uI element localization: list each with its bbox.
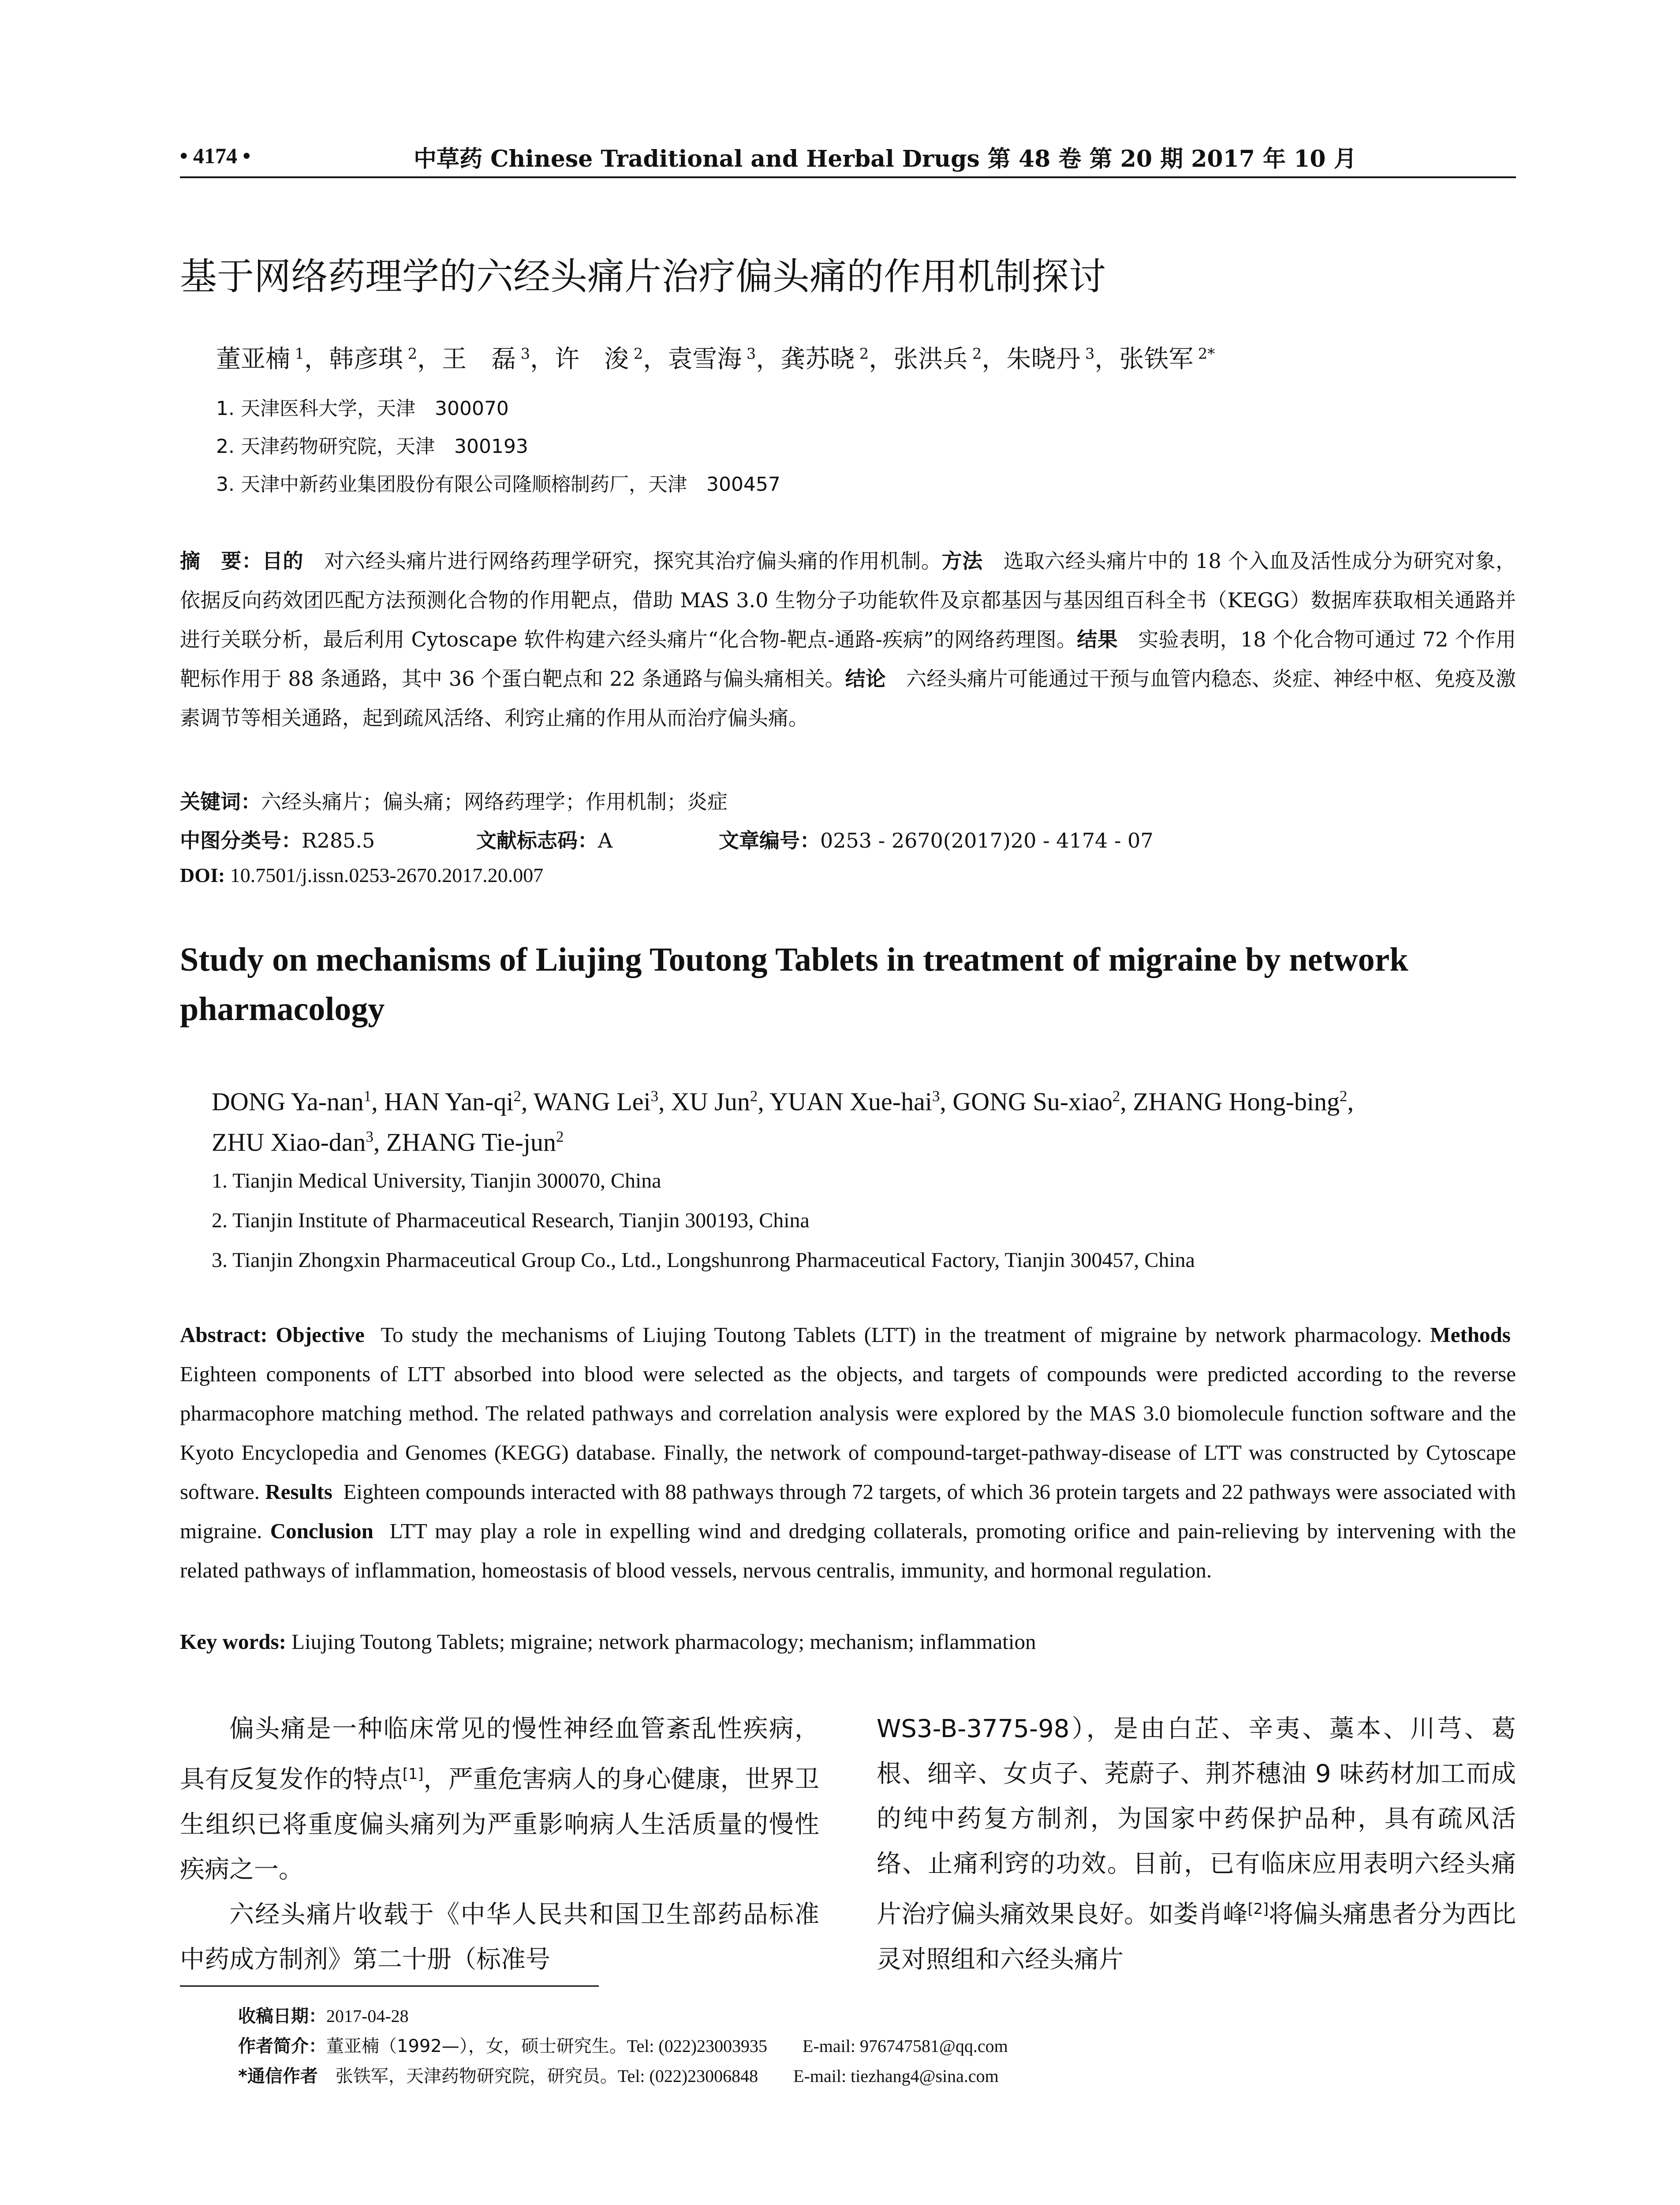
abstract-cn [180, 542, 1516, 738]
body-p3-text-b: 将偏头痛患者分为西比灵对照组和六经头痛片 [877, 1900, 1516, 1974]
author-cn-affiliation-mark: 2 [629, 345, 643, 363]
citation-1: [1] [402, 1765, 424, 1783]
body-paragraph-3 [877, 1707, 1516, 1982]
author-en-name: ZHANG Hong-bing [1133, 1087, 1340, 1116]
author-en-name: ZHU Xiao-dan [212, 1128, 366, 1157]
results-en: Eighteen compounds interacted with 88 pathways through 72 targets, of which 36 protein targets and 22 pathways were associated with migraine. [180, 1480, 1516, 1543]
author-cn-name: 韩彦琪 [329, 345, 403, 374]
author-cn-affiliation-mark: 2 [855, 345, 869, 363]
author-cn-affiliation-mark: 3 [1080, 345, 1095, 363]
affiliation-en-1: 1. Tianjin Medical University, Tianjin 300070, China [212, 1169, 661, 1192]
authors-en-line-2: ZHU Xiao-dan$^3$, ZHANG Tie-jun$^2$ [212, 1128, 564, 1157]
author-en-affiliation-mark: 2 [513, 1088, 521, 1105]
corresponding-contact: Tel: (022)23006848 E-mail: tiezhang4@sina.com [617, 2066, 999, 2086]
author-cn-affiliation-mark: 2 [967, 345, 982, 363]
body-p1-text-b: ，严重危害病人的身心健康，世界卫生组织已将重度偏头痛列为严重影响病人生活质量的慢性疾病之一。 [180, 1765, 820, 1884]
clc-label: 中图分类号： [180, 829, 302, 852]
conclusion-cn-label: 结论 [845, 667, 886, 691]
received-label: 收稿日期： [238, 2006, 326, 2026]
keywords-en-text: Liujing Toutong Tablets; migraine; network pharmacology; mechanism; inflammation [291, 1629, 1036, 1654]
author-bio-label: 作者简介： [238, 2036, 326, 2056]
author-cn-name: 许 浚 [555, 345, 629, 374]
affiliation-cn-1: 1. 天津医科大学，天津 300070 [216, 397, 509, 420]
author-cn-name: 张铁军 [1119, 345, 1194, 374]
body-p1-text-a: 偏头痛是一种临床常见的慢性神经血管紊乱性疾病，具有反复发作的特点 [180, 1715, 819, 1794]
affiliation-cn-2: 2. 天津药物研究院，天津 300193 [216, 435, 528, 458]
authors-cn: 董亚楠 $^1$，韩彦琪 $^2$，王 磊 $^3$，许 浚 $^2$，袁雪海 $^3$，龚苏晓 $^2$，张洪兵 $^2$，朱晓丹 $^3$，张铁军 $^{2*}$ [216, 345, 1215, 374]
objective-cn: 对六经头痛片进行网络药理学研究，探究其治疗偏头痛的作用机制。 [324, 549, 942, 573]
body-paragraph-1 [180, 1707, 819, 1892]
author-cn-affiliation-mark: 1 [290, 345, 305, 363]
body-p3-text-a: WS3-B-3775-98），是由白芷、辛夷、藁本、川芎、葛根、细辛、女贞子、茺蔚子、荆芥穗油 9 味药材加工而成的纯中药复方制剂，为国家中药保护品种，具有疏风活络、止痛利窍的功效。目前，已有临床应用表明六经头痛片治疗偏头痛效果良好。如娄肖峰 [877, 1715, 1516, 1929]
keywords-cn-label: 关键词： [180, 790, 261, 814]
objective-en-label: Objective [276, 1323, 365, 1347]
affiliation-cn-3: 3. 天津中新药业集团股份有限公司隆顺榕制药厂，天津 300457 [216, 473, 780, 496]
author-bio: 董亚楠（1992—），女，硕士研究生。 [326, 2036, 627, 2056]
article-number [719, 825, 1154, 854]
author-en-affiliation-mark: 2 [750, 1088, 758, 1105]
author-en-affiliation-mark: 2 [1112, 1088, 1120, 1105]
author-cn-name: 王 磊 [442, 345, 516, 374]
doc-label: 文献标志码： [476, 829, 598, 852]
keywords-cn [180, 786, 728, 815]
methods-en: Eighteen components of LTT absorbed into blood were selected as the objects, and targets of compounds were predicted according to the reverse pharmacophore matching method. The related pathways and correlation analysis were explored by the MAS 3.0 biomolecule function software and the Kyoto Encyclopedia and Genomes (KEGG) database. Finally, the network of compound-target-pathway-disease of LTT was constructed by Cytoscape software. [180, 1362, 1516, 1504]
citation-2: [2] [1247, 1900, 1269, 1917]
methods-cn-label: 方法 [941, 549, 983, 573]
doi-value: 10.7501/j.issn.0253-2670.2017.20.007 [230, 864, 544, 886]
footnote-received [238, 2002, 409, 2027]
results-cn-label: 结果 [1077, 628, 1118, 651]
page-number: • 4174 • [180, 143, 251, 168]
classification-line [180, 825, 375, 854]
author-en-affiliation-mark: 2 [1340, 1088, 1348, 1105]
conclusion-cn: 六经头痛片可能通过干预与血管内稳态、炎症、神经中枢、免疫及激素调节等相关通路，起到疏风活络、利窍止痛的作用从而治疗偏头痛。 [180, 667, 1516, 730]
abstract-en [180, 1315, 1516, 1590]
objective-en: To study the mechanisms of Liujing Toutong Tablets (LTT) in the treatment of migraine by network pharmacology. [381, 1323, 1422, 1347]
abstract-en-label: Abstract: [180, 1323, 268, 1347]
title-en: Study on mechanisms of Liujing Toutong Tablets in treatment of migraine by network pharmacology [180, 941, 1408, 1028]
methods-cn: 选取六经头痛片中的 18 个入血及活性成分为研究对象，依据反向药效团匹配方法预测化合物的作用靶点，借助 MAS 3.0 生物分子功能软件及京都基因与基因组百科全书（KEGG）数据库获取相关通路并进行关联分析，最后利用 Cytoscape 软件构建六经头痛片“化合物-靶点-通路-疾病”的网络药理图。 [180, 549, 1516, 651]
author-en-name: GONG Su-xiao [952, 1087, 1113, 1116]
author-en-affiliation-mark: 3 [366, 1128, 373, 1145]
author-en-name: XU Jun [671, 1087, 750, 1116]
keywords-en-label: Key words: [180, 1629, 286, 1654]
affiliation-en-2: 2. Tianjin Institute of Pharmaceutical Research, Tianjin 300193, China [212, 1209, 810, 1232]
running-header [180, 140, 1516, 176]
author-en-name: YUAN Xue-hai [769, 1087, 932, 1116]
doc-code [476, 825, 612, 854]
keywords-en [180, 1629, 1036, 1654]
author-en-name: WANG Lei [533, 1087, 651, 1116]
header-rule [180, 176, 1516, 178]
doi-line [180, 863, 543, 887]
body-paragraph-2 [180, 1892, 819, 1982]
received-date: 2017-04-28 [326, 2006, 409, 2026]
keywords-cn-text: 六经头痛片；偏头痛；网络药理学；作用机制；炎症 [261, 790, 728, 814]
footnote-author [238, 2032, 1008, 2057]
corresponding-label: *通信作者 [238, 2066, 318, 2086]
author-en-affiliation-mark: 3 [932, 1088, 940, 1105]
title-cn: 基于网络药理学的六经头痛片治疗偏头痛的作用机制探讨 [180, 255, 1106, 298]
footnote-corresponding [238, 2062, 999, 2087]
methods-en-label: Methods [1430, 1323, 1511, 1347]
author-cn-affiliation-mark: 3 [516, 345, 530, 363]
body-p2-text: 六经头痛片收载于《中华人民共和国卫生部药品标准中药成方制剂》第二十册（标准号 [180, 1900, 819, 1974]
author-cn-name: 袁雪海 [668, 345, 742, 374]
author-cn-name: 龚苏晓 [780, 345, 855, 374]
results-en-label: Results [265, 1480, 332, 1504]
corresponding-bio: 张铁军，天津药物研究院，研究员。 [335, 2066, 618, 2086]
footnote-rule [180, 1985, 599, 1987]
author-contact: Tel: (022)23003935 E-mail: 976747581@qq.com [627, 2036, 1008, 2056]
doi-label: DOI: [180, 864, 225, 886]
author-cn-affiliation-mark: 2* [1193, 345, 1215, 363]
objective-cn-label: 目的 [262, 549, 304, 573]
author-en-affiliation-mark: 3 [650, 1088, 658, 1105]
author-en-name: HAN Yan-qi [384, 1087, 514, 1116]
authors-en-line-1: DONG Ya-nan$^1$, HAN Yan-$qi^2$, WANG Lei$^3$, XU Jun$^2$, YUAN Xue-hai$^3$, GONG Su-xiao$^2$, ZHANG Hong-bing$^2$, [212, 1087, 1354, 1116]
journal-title: 中草药 Chinese Traditional and Herbal Drugs 第 48 卷 第 20 期 2017 年 10 月 [414, 146, 1357, 172]
article-value: 0253 - 2670(2017)20 - 4174 - 07 [820, 829, 1154, 852]
author-cn-affiliation-mark: 2 [403, 345, 418, 363]
clc-value: R285.5 [302, 829, 375, 852]
author-cn-name: 张洪兵 [893, 345, 968, 374]
author-en-name: DONG Ya-nan [212, 1087, 364, 1116]
abstract-cn-label: 摘 要： [180, 549, 262, 573]
affiliation-en-3: 3. Tianjin Zhongxin Pharmaceutical Group Co., Ltd., Longshunrong Pharmaceutical Factory, Tianjin 300457, China [212, 1248, 1195, 1272]
author-en-affiliation-mark: 1 [363, 1088, 372, 1105]
doc-value: A [598, 829, 613, 852]
body-right-column [877, 1707, 1516, 1982]
results-cn: 实验表明，18 个化合物可通过 72 个作用靶标作用于 88 条通路，其中 36 个蛋白靶点和 22 条通路与偏头痛相关。 [180, 628, 1516, 691]
author-en-affiliation-mark: 2 [556, 1128, 564, 1145]
body-left-column [180, 1707, 819, 1982]
conclusion-en-label: Conclusion [270, 1519, 373, 1543]
article-label: 文章编号： [719, 829, 820, 852]
author-cn-affiliation-mark: 3 [742, 345, 756, 363]
author-cn-name: 董亚楠 [216, 345, 290, 374]
conclusion-en: LTT may play a role in expelling wind and dredging collaterals, promoting orifice and pain-relieving by intervening with the related pathways of inflammation, homeostasis of blood vessels, nervous centralis, immunity, and hormonal regulation. [180, 1519, 1516, 1582]
author-en-name: ZHANG Tie-jun [386, 1128, 556, 1157]
author-cn-name: 朱晓丹 [1006, 345, 1081, 374]
